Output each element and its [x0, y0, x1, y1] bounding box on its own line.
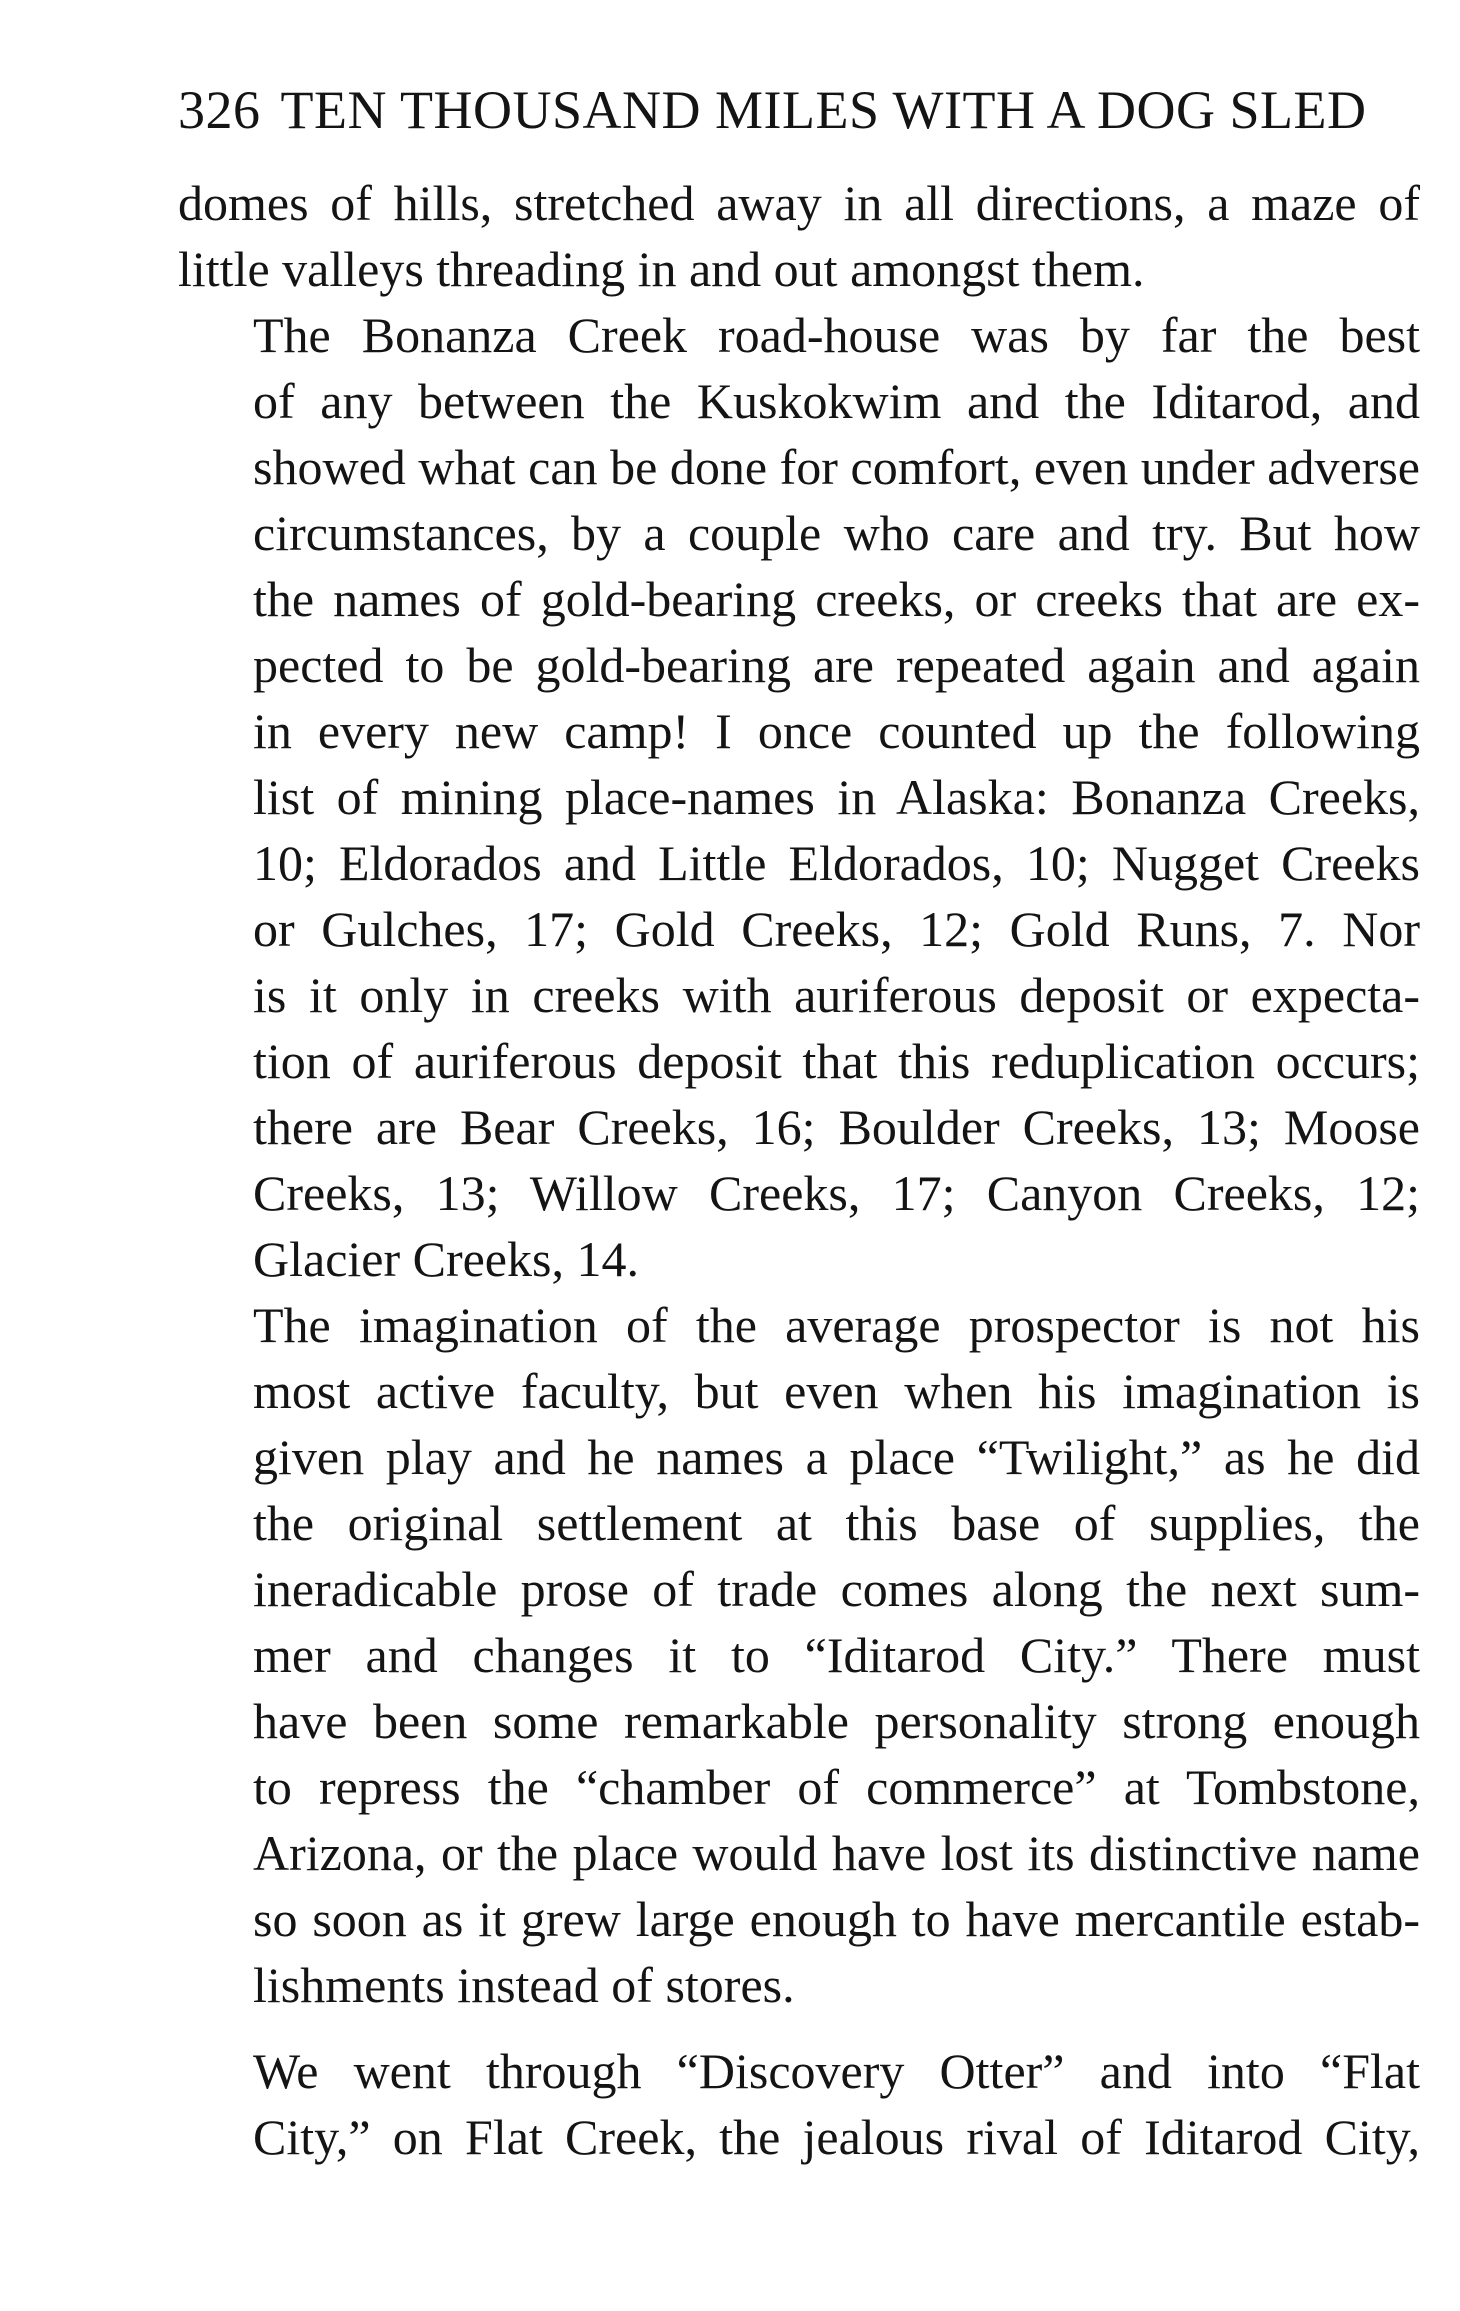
text-line: Glacier Creeks, 14. [253, 1231, 639, 1287]
text-line: in every new camp! I once counted up the following [253, 703, 1420, 759]
text-line: lishments instead of stores. [253, 1957, 795, 2013]
text-line: mer and changes it to “Iditarod City.” There must [253, 1627, 1420, 1683]
text-line: pected to be gold-bearing are repeated again and again [253, 637, 1420, 693]
text-line: ineradicable prose of trade comes along the next sum- [253, 1561, 1420, 1617]
text-line: tion of auriferous deposit that this reduplication occurs; [253, 1033, 1420, 1089]
text-line: City,” on Flat Creek, the jealous rival of Iditarod City, [253, 2109, 1420, 2165]
text-line: The imagination of the average prospector is not his [253, 1297, 1420, 1353]
text-line: The Bonanza Creek road-house was by far the best [253, 307, 1420, 363]
running-title: TEN THOUSAND MILES WITH A DOG SLED [280, 80, 1367, 140]
text-line: the original settlement at this base of supplies, the [253, 1495, 1420, 1551]
text-line: 10; Eldorados and Little Eldorados, 10; Nugget Creeks [253, 835, 1420, 891]
running-head [178, 60, 1420, 160]
book-page [178, 60, 1420, 2170]
text-line: have been some remarkable personality strong enough [253, 1693, 1420, 1749]
text-line: domes of hills, stretched away in all directions, a maze of [178, 175, 1420, 231]
text-line: little valleys threading in and out amongst them. [178, 241, 1145, 297]
text-line: so soon as it grew large enough to have mercantile estab- [253, 1891, 1420, 1947]
text-line: or Gulches, 17; Gold Creeks, 12; Gold Runs, 7. Nor [253, 901, 1420, 957]
paragraph [178, 170, 1420, 302]
text-line: the names of gold-bearing creeks, or creeks that are ex- [253, 571, 1420, 627]
page-number: 326 [178, 80, 261, 140]
text-line: there are Bear Creeks, 16; Boulder Creeks, 13; Moose [253, 1099, 1420, 1155]
text-line: most active faculty, but even when his imagination is [253, 1363, 1420, 1419]
paragraph [178, 2038, 1420, 2170]
text-line: to repress the “chamber of commerce” at Tombstone, [253, 1759, 1420, 1815]
text-line: is it only in creeks with auriferous deposit or expecta- [253, 967, 1420, 1023]
body-text [178, 170, 1420, 2170]
text-line: Arizona, or the place would have lost its distinctive name [253, 1825, 1420, 1881]
text-line: Creeks, 13; Willow Creeks, 17; Canyon Creeks, 12; [253, 1165, 1420, 1221]
text-line: given play and he names a place “Twilight,” as he did [253, 1429, 1420, 1485]
paragraph [178, 1292, 1420, 2018]
text-line: showed what can be done for comfort, even under adverse [253, 439, 1420, 495]
text-line: list of mining place-names in Alaska: Bonanza Creeks, [253, 769, 1420, 825]
text-line: We went through “Discovery Otter” and into “Flat [253, 2043, 1420, 2099]
text-line: of any between the Kuskokwim and the Iditarod, and [253, 373, 1420, 429]
paragraph [178, 302, 1420, 1292]
text-line: circumstances, by a couple who care and try. But how [253, 505, 1420, 561]
